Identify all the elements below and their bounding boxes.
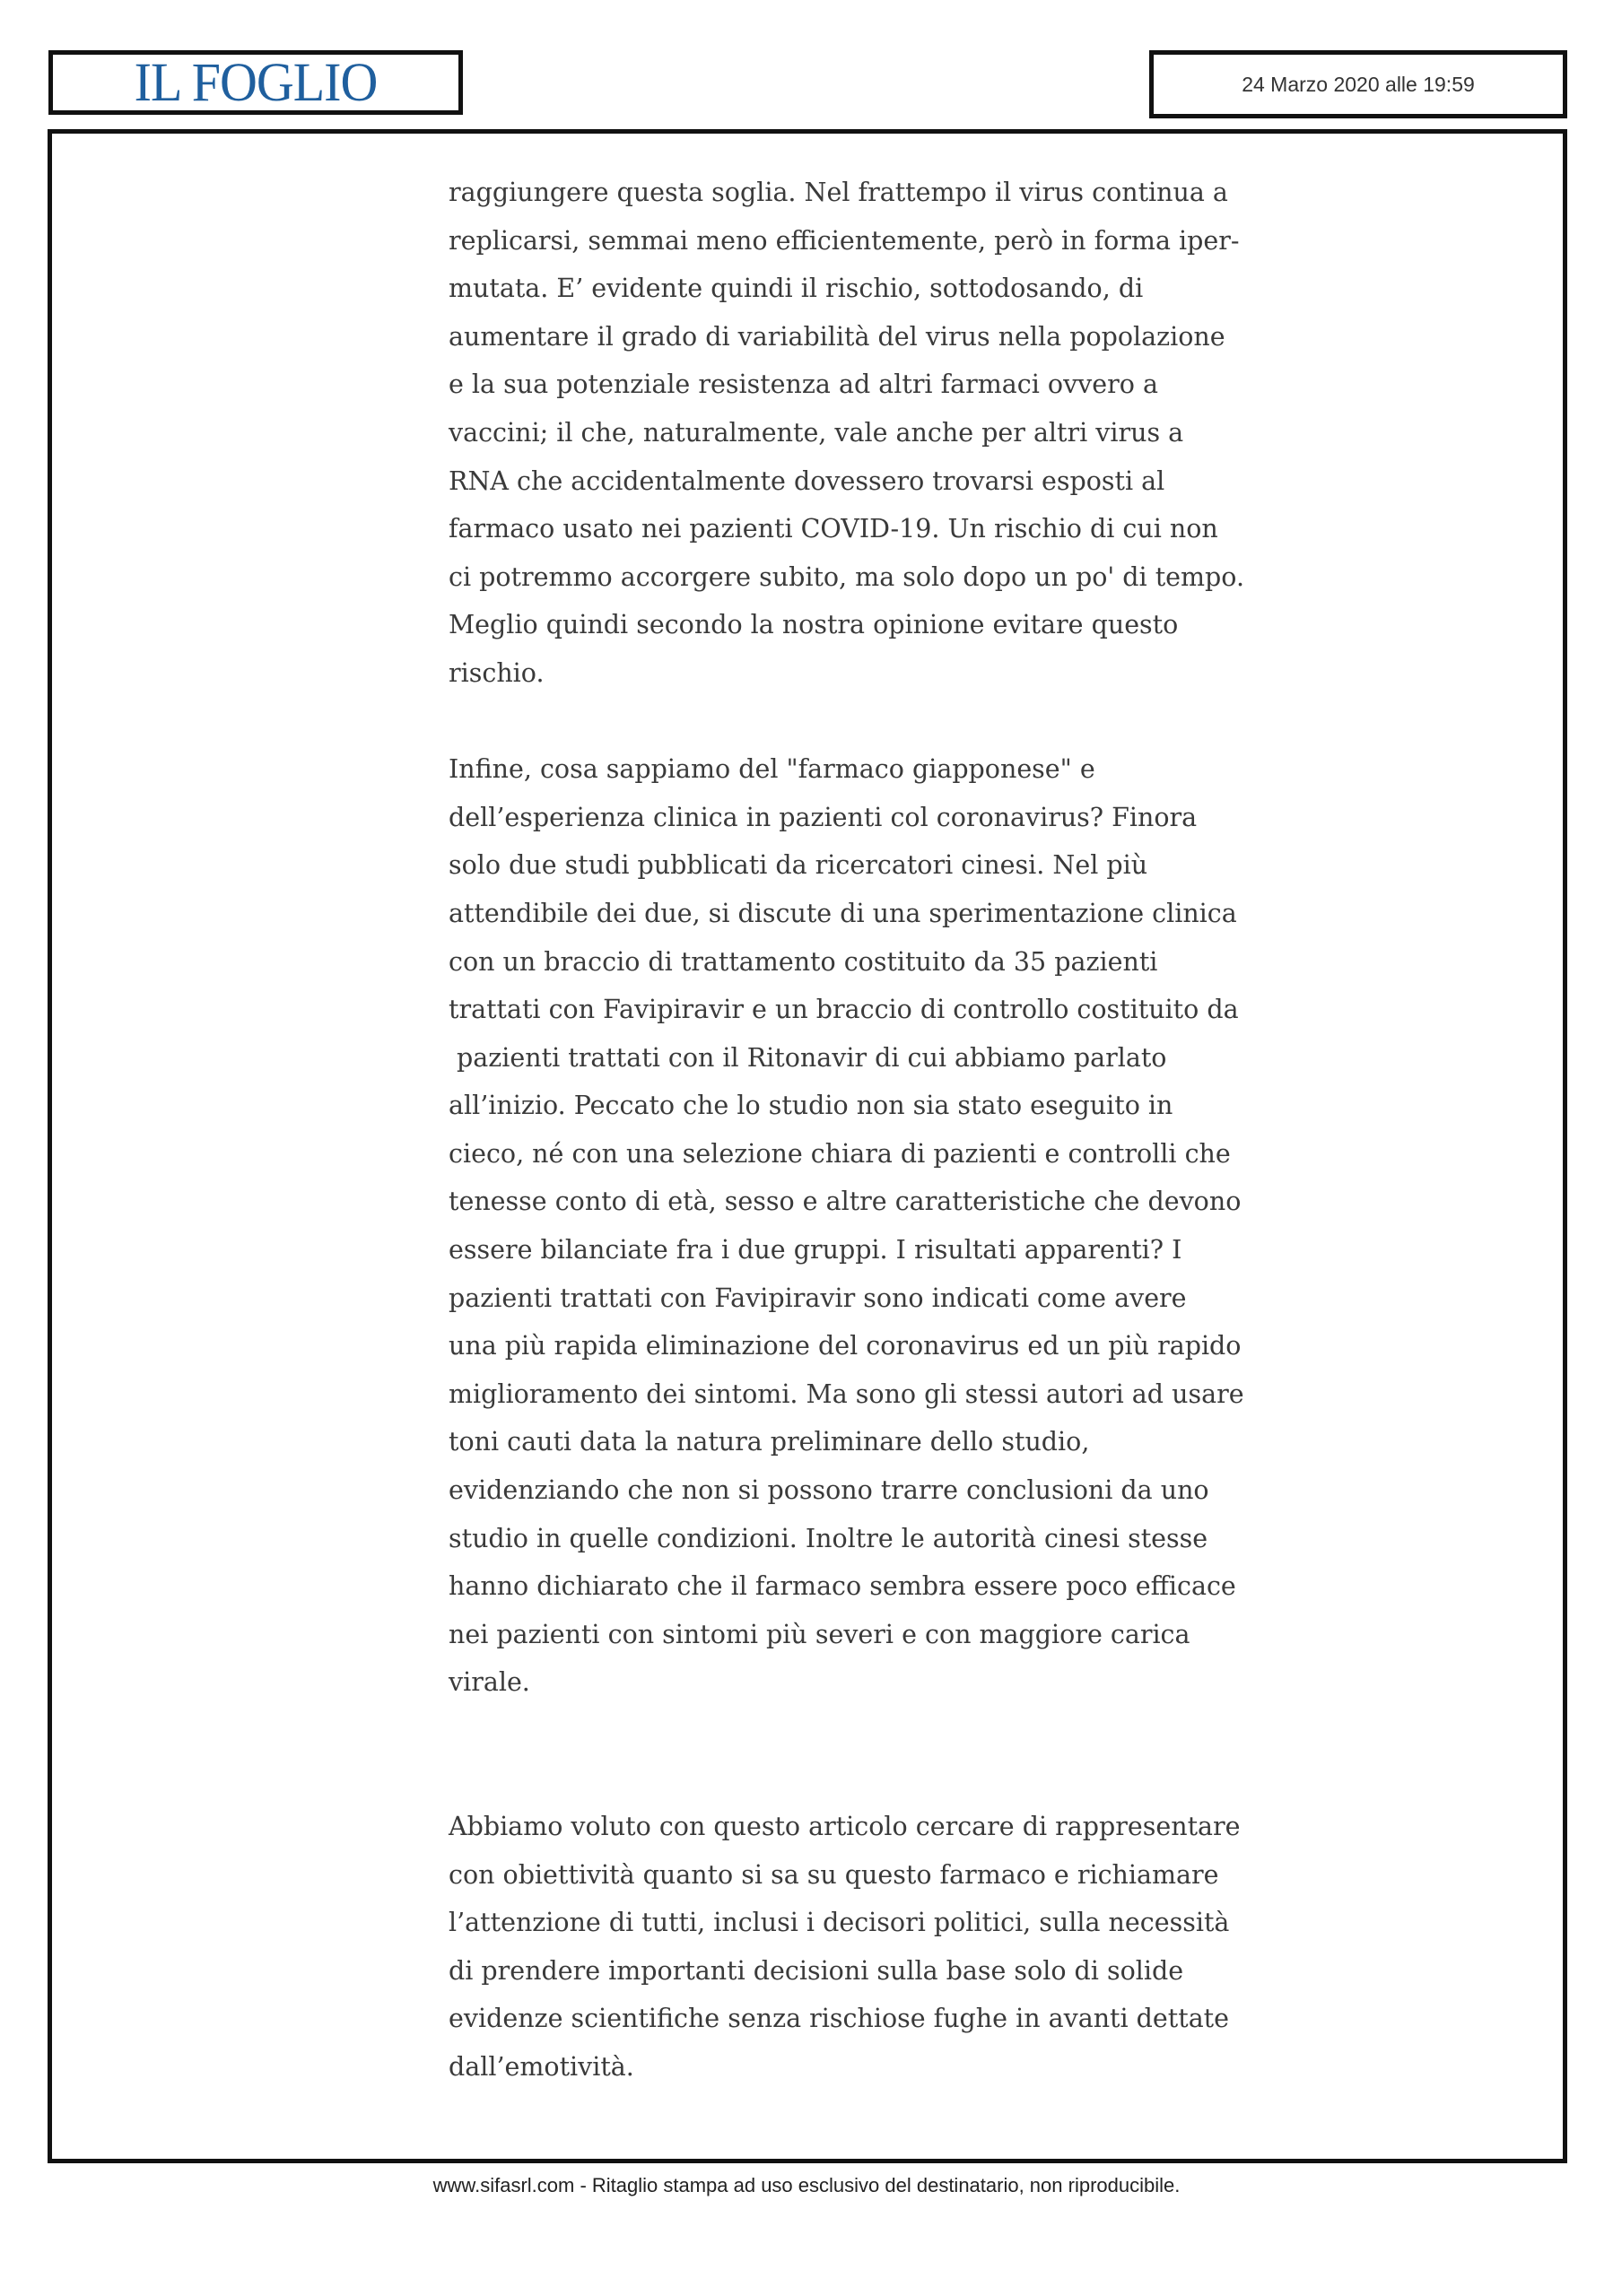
article-line: RNA che accidentalmente dovessero trovarsi esposti al — [449, 465, 1165, 496]
article-line: Abbiamo voluto con questo articolo cercare di rappresentare — [449, 1812, 1241, 1841]
date-box — [1149, 50, 1567, 118]
article-line: all’inizio. Peccato che lo studio non sia stato eseguito in — [449, 1091, 1173, 1121]
article-line: evidenze scientifiche senza rischiose fughe in avanti dettate — [449, 2004, 1230, 2034]
article-line: vaccini; il che, naturalmente, vale anche per altri virus a — [449, 417, 1184, 448]
masthead-logo: IL FOGLIO — [134, 51, 378, 113]
article-line: essere bilanciate fra i due gruppi. I risultati apparenti? I — [449, 1235, 1182, 1265]
article-line: con obiettività quanto si sa su questo farmaco e richiamare — [449, 1859, 1219, 1890]
article-paragraph — [449, 1803, 1241, 2092]
footer-disclaimer: www.sifasrl.com - Ritaglio stampa ad uso esclusivo del destinatario, non riproducibile. — [432, 2174, 1181, 2196]
article-line: evidenziando che non si possono trarre conclusioni da uno — [449, 1475, 1209, 1506]
article-line: farmaco usato nei pazienti COVID-19. Un rischio di cui non — [449, 514, 1218, 544]
article-line: rischio. — [449, 657, 545, 688]
article-line: tenesse conto di età, sesso e altre caratteristiche che devono — [449, 1187, 1242, 1217]
article-line: una più rapida eliminazione del coronavirus ed un più rapido — [449, 1331, 1242, 1361]
article-line: Infine, cosa sappiamo del "farmaco giapponese" e — [449, 754, 1095, 785]
article-line: di prendere importanti decisioni sulla base solo di solide — [449, 1955, 1184, 1986]
article-line: e la sua potenziale resistenza ad altri farmaci ovvero a — [449, 370, 1158, 400]
article-line: dall’emotività. — [449, 2051, 634, 2082]
article-line: aumentare il grado di variabilità del virus nella popolazione — [449, 321, 1225, 352]
article-line: ci potremmo accorgere subito, ma solo dopo un po' di tempo. — [449, 561, 1245, 592]
article-line: trattati con Favipiravir e un braccio di controllo costituito da — [449, 995, 1239, 1025]
article-line: solo due studi pubblicati da ricercatori cinesi. Nel più — [449, 850, 1148, 881]
article-paragraph — [449, 745, 1244, 1707]
article-body — [449, 169, 1245, 2092]
article-line: Meglio quindi secondo la nostra opinione evitare questo — [449, 610, 1179, 640]
article-line: pazienti trattati con il Ritonavir di cui abbiamo parlato — [449, 1042, 1167, 1073]
article-line: toni cauti data la natura preliminare dello studio, — [449, 1427, 1090, 1457]
article-paragraph — [449, 169, 1245, 698]
article-line: con un braccio di trattamento costituito da 35 pazienti — [449, 946, 1158, 977]
article-line: miglioramento dei sintomi. Ma sono gli stessi autori ad usare — [449, 1378, 1244, 1409]
masthead-box — [48, 50, 463, 115]
article-line: mutata. E’ evidente quindi il rischio, sottodosando, di — [449, 274, 1144, 304]
article-line: hanno dichiarato che il farmaco sembra essere poco efficace — [449, 1571, 1236, 1602]
article-line: studio in quelle condizioni. Inoltre le autorità cinesi stesse — [449, 1523, 1208, 1553]
publication-date: 24 Marzo 2020 alle 19:59 — [1242, 72, 1475, 96]
article-line: replicarsi, semmai meno efficientemente, però in forma iper- — [449, 225, 1240, 256]
article-line: attendibile dei due, si discute di una sperimentazione clinica — [449, 898, 1237, 928]
article-line: l’attenzione di tutti, inclusi i decisori politici, sulla necessità — [449, 1908, 1230, 1938]
article-line: nei pazienti con sintomi più severi e con maggiore carica — [449, 1619, 1190, 1649]
article-line: pazienti trattati con Favipiravir sono indicati come avere — [449, 1283, 1187, 1313]
article-line: virale. — [449, 1667, 530, 1698]
article-line: raggiungere questa soglia. Nel frattempo il virus continua a — [449, 178, 1228, 207]
article-line: cieco, né con una selezione chiara di pazienti e controlli che — [449, 1138, 1231, 1169]
article-line: dell’esperienza clinica in pazienti col coronavirus? Finora — [449, 802, 1198, 832]
